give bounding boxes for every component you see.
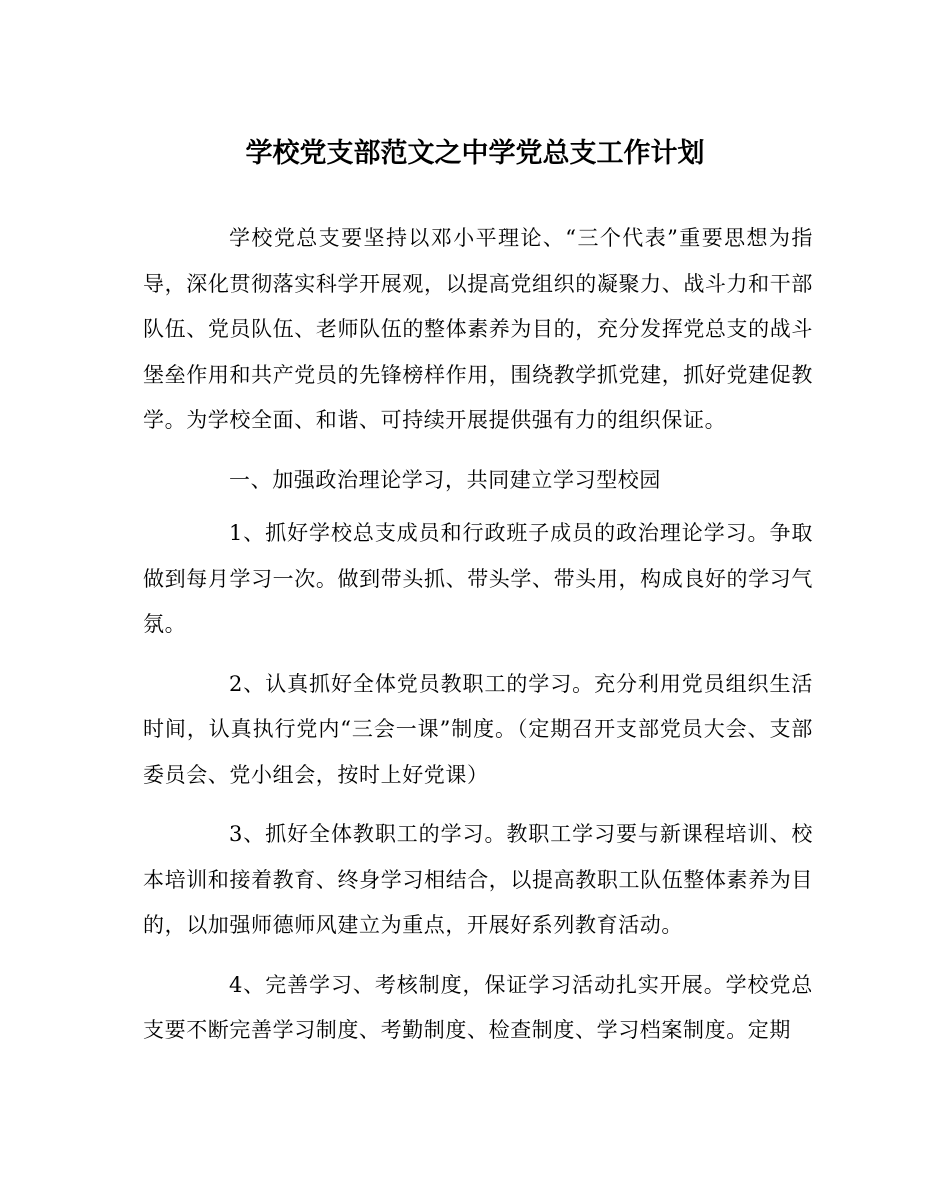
document-body xyxy=(143,216,813,1068)
paragraph-item-4: 4、完善学习、考核制度，保证学习活动扎实开展。学校党总支要不断完善学习制度、考勤制度、检查制度、学习档案制度。定期 xyxy=(143,972,813,1042)
paragraph-intro: 学校党总支要坚持以邓小平理论、“三个代表”重要思想为指导，深化贯彻落实科学开展观，以提高党组织的凝聚力、战斗力和干部队伍、党员队伍、老师队伍的整体素养为目的，充分发挥党总支的战斗堡垒作用和共产党员的先锋榜样作用，围绕教学抓党建，抓好党建促教学。为学校全面、和谐、可持续开展提供强有力的组织保证。 xyxy=(143,226,813,432)
paragraph-item-1: 1、抓好学校总支成员和行政班子成员的政治理论学习。争取做到每月学习一次。做到带头抓、带头学、带头用，构成良好的学习气氛。 xyxy=(143,521,813,636)
paragraph-item-2: 2、认真抓好全体党员教职工的学习。充分利用党员组织生活时间，认真执行党内“三会一课”制度。（定期召开支部党员大会、支部委员会、党小组会，按时上好党课） xyxy=(143,671,813,787)
document-title: 学校党支部范文之中学党总支工作计划 xyxy=(245,138,705,169)
paragraph-item-3: 3、抓好全体教职工的学习。教职工学习要与新课程培训、校本培训和接着教育、终身学习相结合，以提高教职工队伍整体素养为目的，以加强师德师风建立为重点，开展好系列教育活动。 xyxy=(143,822,813,937)
section-heading-1: 一、加强政治理论学习，共同建立学习型校园 xyxy=(229,467,661,492)
